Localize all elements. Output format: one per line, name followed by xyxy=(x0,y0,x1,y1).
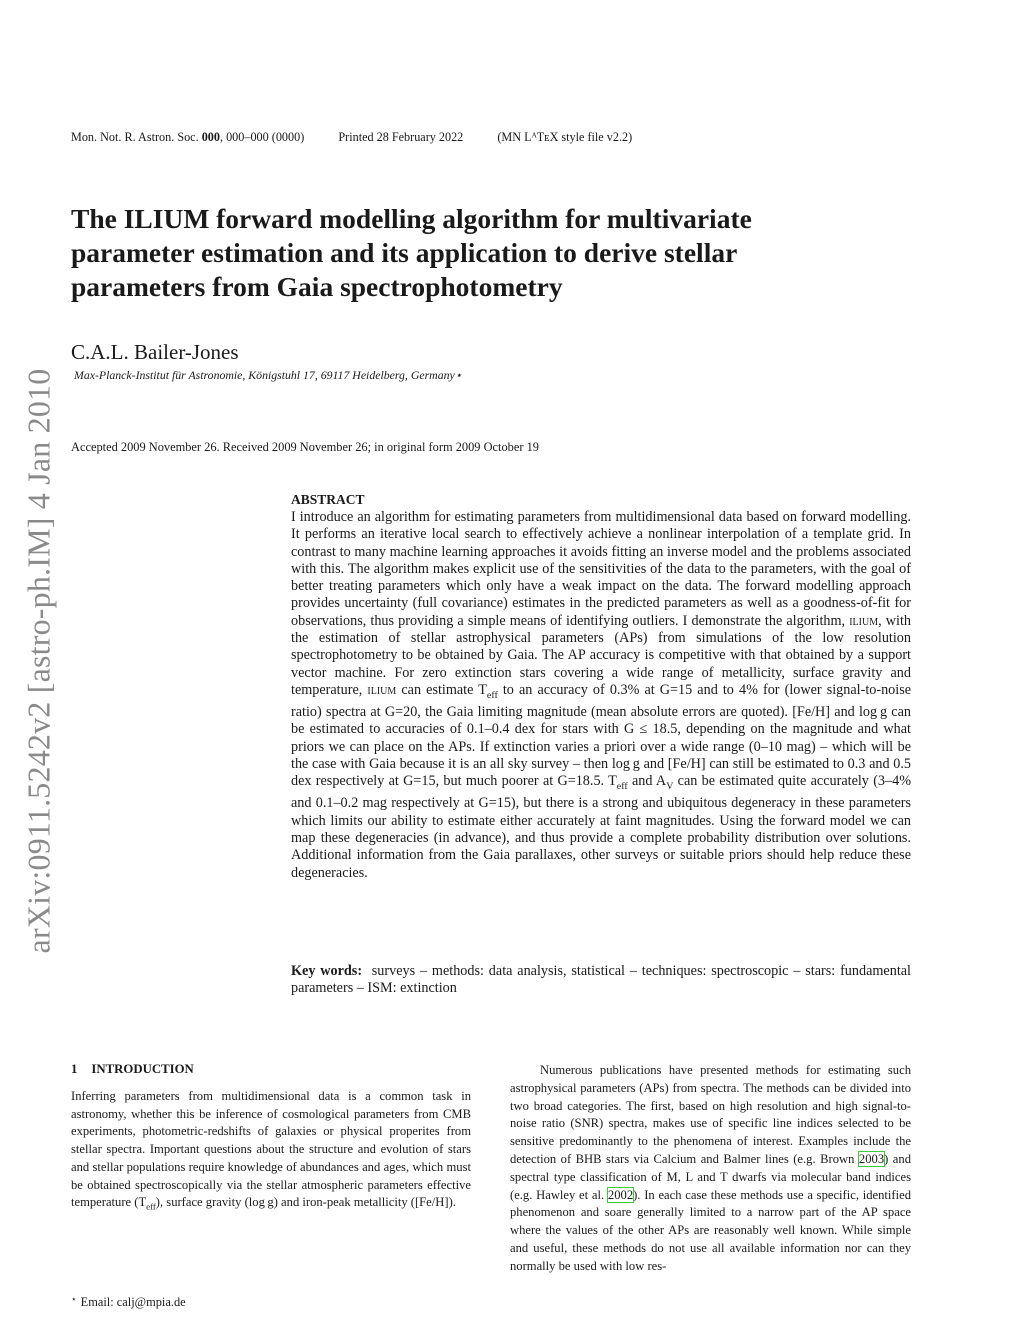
citation-link[interactable]: 2003 xyxy=(858,1151,885,1166)
abstract-text: I introduce an algorithm for estimating parameters from multidimensional data based on forward modelling. It performs an iterative local search to effectively achieve a nonlinear interpolation of a template grid. In contrast to many machine learning approaches it avoids fitting an inverse model and the problems associated with this. The algorithm makes explicit use of the sensitivities of the data to the parameters, with the goal of better treating parameters which only have a weak impact on the data. The forward modelling approach provides uncertainty (full covariance) estimates in the predicted parameters as well as a goodness-of-fit for observations, thus providing a simple means of identifying outliers. I demonstrate the algorithm, ilium, with the estimation of stellar astrophysical parameters (APs) from simulations of the low resolution spectrophotometry to be obtained by Gaia. The AP accuracy is competitive with that obtained by a support vector machine. For zero extinction stars covering a wide range of metallicity, surface gravity and temperature, ilium can estimate $T_{eff}$ to an accuracy of 0.3% at G=15 and to 4% for (lower signal-to-noise ratio) spectra at G=20, the Gaia limiting magnitude (mean absolute errors are quoted). [Fe/H] and log g can be estimated to accuracies of 0.1–0.4 dex for stars with G ≤ 18.5, depending on the magnitude and what priors we can place on the APs. If extinction varies a priori over a wide range (0–10 mag) – which will be the case with Gaia because it is an all sky survey – then log g and [Fe/H] can still be estimated to 0.3 and 0.5 dex respectively at G=15, but much poorer at G=18.5. $T_{eff}$ and $A_V$ can be estimated quite accurately (3–4% and 0.1–0.2 mag respectively at G=15), but there is a strong and ubiquitous degeneracy in these parameters which limits our ability to estimate either accurately at faint magnitudes. Using the forward model we can map these degeneracies (in advance), and thus provide a complete probability distribution over solutions. Additional information from the Gaia parallaxes, other surveys or suitable priors should help reduce these degeneracies. xyxy=(291,509,912,881)
intro-right-column: Numerous publications have presented methods for estimating such astrophysical parameters (APs) from spectra. The methods can be divided into two broad categories. The first, based on high resolution and high signal-to-noise ratio (SNR) spectra, makes use of specific line indices selected to be sensitive predominantly to the phenomena of interest. Examples include the detection of BHB stars via Calcium and Balmer lines (e.g. Brown 2003) and spectral type classification of M, L and T dwarfs via molecular band indices (e.g. Hawley et al. 2002). In each case these methods use a specific, identified phenomenon and soare generally limited to a narrow part of the AP space where the values of the other APs are reasonably well known. While simple and useful, these methods do not use all available information nor can they normally be used with low res- xyxy=(510,1063,911,1273)
journal-pages: , 000–000 (0000) xyxy=(219,130,305,144)
section-title: INTRODUCTION xyxy=(91,1062,194,1076)
ilium-name: ilium xyxy=(367,681,397,698)
printed-date: Printed 28 February 2022 xyxy=(338,130,464,144)
footnote xyxy=(71,1294,186,1310)
running-head xyxy=(71,130,632,145)
footnote-marker: ⋆ xyxy=(71,1294,77,1304)
keywords xyxy=(291,963,911,998)
ilium-name: ilium xyxy=(849,612,879,629)
received-dates: Accepted 2009 November 26. Received 2009 November 26; in original form 2009 October 19 xyxy=(71,440,539,454)
section-number: 1 xyxy=(71,1062,78,1076)
intro-left-column: Inferring parameters from multidimensional data is a common task in astronomy, whether this be inference of cosmological parameters from CMB experiments, photometric-redshifts of galaxies or physical properites from stellar spectra. Important questions about the structure and evolution of stars and stellar populations require knowledge of abundances and ages, which must be obtained spectroscopically via the stellar atmospheric parameters effective temperature $(T_{eff})$, surface gravity (log g) and iron-peak metallicity ([Fe/H]). xyxy=(71,1089,471,1212)
paper-title: The ILIUM forward modelling algorithm for multivariate parameter estimation and its application to derive stellar parameters from Gaia spectrophotometry xyxy=(71,203,752,302)
journal-name: Mon. Not. R. Astron. Soc. xyxy=(71,130,199,144)
style-file: (MN LᴬTᴇX style file v2.2) xyxy=(497,130,633,144)
abstract-heading: ABSTRACT xyxy=(291,492,365,507)
author-affiliation: Max-Planck-Institut für Astronomie, Königstuhl 17, 69117 Heidelberg, Germany⋆ xyxy=(74,368,463,382)
section-heading xyxy=(71,1062,194,1077)
author-name: C.A.L. Bailer-Jones xyxy=(71,340,239,364)
arxiv-side-stamp xyxy=(22,346,56,976)
footnote-email: Email: calj@mpia.de xyxy=(80,1295,186,1309)
keywords-label: Key words: xyxy=(291,963,363,979)
journal-volume: 000 xyxy=(201,130,220,144)
citation-link[interactable]: 2002 xyxy=(607,1187,634,1202)
keywords-text: surveys – methods: data analysis, statistical – techniques: spectroscopic – stars: fundamental parameters – ISM: extinction xyxy=(291,963,911,997)
arxiv-id: arXiv:0911.5242v2 [astro-ph.IM] 4 Jan 2010 xyxy=(20,368,57,954)
